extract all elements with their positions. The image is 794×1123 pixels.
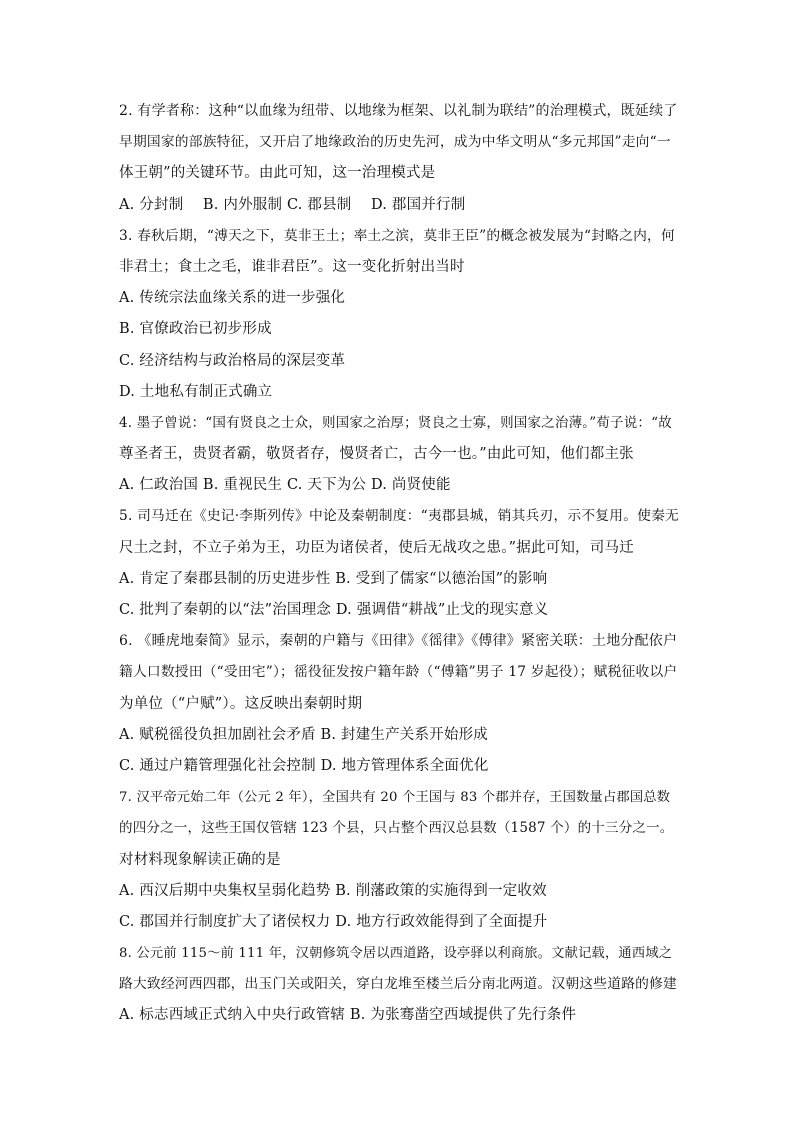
text-line: A. 传统宗法血缘关系的进一步强化 (119, 290, 346, 307)
text-line: 对材料现象解读正确的是 (119, 851, 281, 868)
text-line: 尊圣者王，贵贤者霸，敬贤者存，慢贤者亡，古今一也。”由此可知，他们都主张 (119, 446, 634, 463)
text-line: 8. 公元前 115～前 111 年，汉朝修筑令居以西道路，设亭驿以利商旅。文献记载，通西域之 (119, 946, 673, 962)
text-line: 尺土之封，不立子弟为王，功臣为诸侯者，使后无战攻之患。”据此可知，司马迁 (119, 539, 634, 556)
text-line: 7. 汉平帝元始二年（公元 2 年），全国共有 20 个王国与 83 个郡并存，王国数量占郡国总数 (119, 790, 671, 806)
text-line: 的四分之一，这些王国仅管辖 123 个县，只占整个西汉总县数（1587 个）的十三分之一。 (119, 820, 674, 837)
document-page (119, 96, 679, 1032)
text-line: 4. 墨子曾说：“国有贤良之士众，则国家之治厚；贤良之士寡，则国家之治薄。”荀子说：“故 (119, 414, 672, 431)
text-line: C. 批判了秦朝的以“法”治国理念 D. 强调借“耕战”止戈的现实意义 (119, 602, 549, 618)
text-line: A. 肯定了秦郡县制的历史进步性 B. 受到了儒家“以德治国”的影响 (119, 570, 548, 587)
text-line: C. 经济结构与政治格局的深层变革 (119, 352, 346, 369)
text-line: 5. 司马迁在《史记·李斯列传》中论及秦朝制度：“夷郡县城，销其兵刃，示不复用。使秦无 (119, 508, 679, 525)
text-line: 路大致经河西四郡，出玉门关或阳关，穿白龙堆至楼兰后分南北两道。汉朝这些道路的修建 (119, 976, 678, 993)
text-line: 2. 有学者称：这种“以血缘为纽带、以地缘为框架、以礼制为联结”的治理模式，既延续了 (119, 103, 678, 119)
text-line: 非君土；食土之毛，谁非君臣”。这一变化折射出当时 (119, 258, 465, 275)
text-line: 为单位（“户赋”）。这反映出秦朝时期 (119, 695, 363, 712)
text-line: C. 郡国并行制度扩大了诸侯权力 D. 地方行政效能得到了全面提升 (119, 913, 548, 930)
text-line: A. 西汉后期中央集权呈弱化趋势 B. 削藩政策的实施得到一定收效 (119, 882, 547, 899)
text-line: 3. 春秋后期，“溥天之下，莫非王土；率土之滨，莫非王臣”的概念被发展为“封略之内，何 (119, 227, 675, 244)
text-line: A. 赋税徭役负担加剧社会矛盾 B. 封建生产关系开始形成 (119, 726, 488, 743)
text-line: C. 通过户籍管理强化社会控制 D. 地方管理体系全面优化 (119, 757, 489, 774)
text-line: 籍人口数授田（“受田宅”）；徭役征发按户籍年龄（“傅籍”男子 17 岁起役）；赋税征收以户 (119, 664, 678, 681)
text-line: 体王朝”的关键环节。由此可知，这一治理模式是 (119, 165, 436, 182)
text-line: A. 标志西域正式纳入中央行政管辖 B. 为张骞凿空西域提供了先行条件 (119, 1007, 577, 1024)
text-line: D. 土地私有制正式确立 (119, 383, 273, 400)
text-line: 6. 《睡虎地秦简》显示，秦朝的户籍与《田律》《徭律》《傅律》紧密关联：土地分配依户 (119, 633, 678, 650)
text-line: A. 分封制 B. 内外服制 C. 郡县制 D. 郡国并行制 (119, 196, 466, 213)
text-line: B. 官僚政治已初步形成 (119, 321, 272, 338)
text-line: 早期国家的部族特征，又开启了地缘政治的历史先河，成为中华文明从“多元邦国”走向“一 (119, 134, 671, 151)
text-line: A. 仁政治国 B. 重视民生 C. 天下为公 D. 尚贤使能 (119, 477, 451, 494)
